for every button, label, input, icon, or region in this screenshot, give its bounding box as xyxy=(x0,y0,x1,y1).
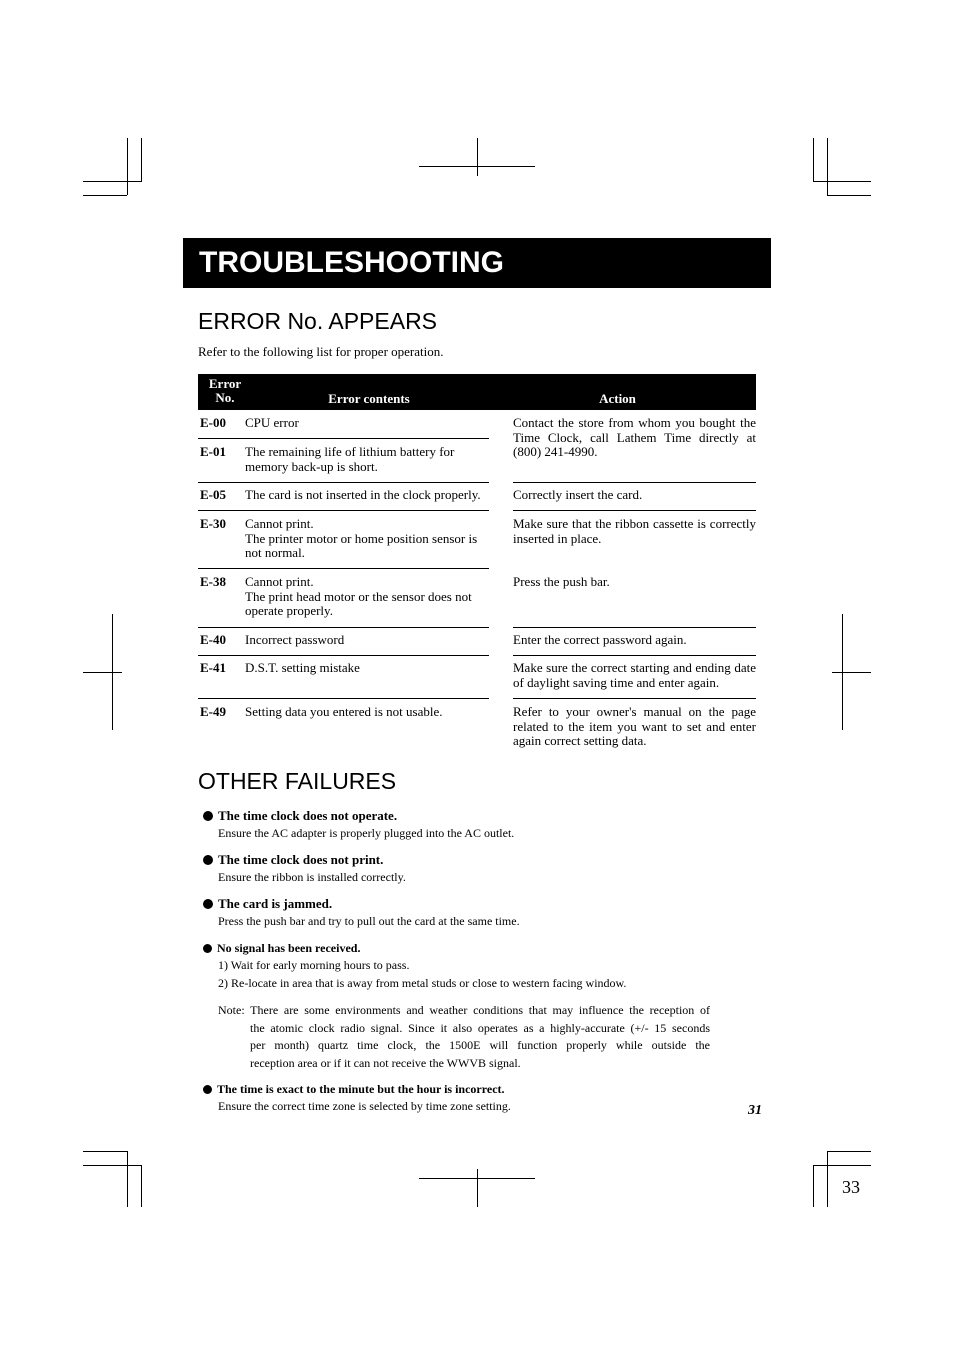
note-line: Note: There are some environments and weather conditions that may influence the reception of xyxy=(218,1003,710,1017)
error-content xyxy=(245,633,490,648)
failure-item-title-text: The time clock does not print. xyxy=(218,852,384,867)
column-header-error-no-line2: No. xyxy=(215,390,235,405)
bullet-icon xyxy=(203,899,213,909)
bullet-icon xyxy=(203,1085,212,1094)
row-divider xyxy=(513,510,756,511)
row-divider xyxy=(198,482,489,483)
error-code: E-49 xyxy=(200,704,226,719)
failure-item-title xyxy=(203,808,397,824)
row-divider xyxy=(198,510,489,511)
error-content-line: The remaining life of lithium battery for memory back-up is short. xyxy=(245,444,455,474)
column-header-error-no xyxy=(198,377,252,405)
failure-item-title xyxy=(203,941,360,956)
error-content xyxy=(245,705,490,720)
error-action: Enter the correct password again. xyxy=(513,632,687,647)
note-line: reception area or if it can not receive the WWVB signal. xyxy=(250,1056,521,1071)
error-content-line: Incorrect password xyxy=(245,632,345,647)
page-number-italic: 31 xyxy=(748,1103,762,1118)
error-code: E-38 xyxy=(200,574,226,589)
error-content-line: D.S.T. setting mistake xyxy=(245,660,360,675)
bullet-icon xyxy=(203,811,213,821)
error-content xyxy=(245,517,490,561)
error-code: E-40 xyxy=(200,632,226,647)
failure-item-title-text: The card is jammed. xyxy=(218,896,333,911)
error-content-line: CPU error xyxy=(245,415,299,430)
error-content xyxy=(245,661,490,676)
bullet-icon xyxy=(203,855,213,865)
failure-item-title xyxy=(203,1082,505,1097)
column-header-error-no-line1: Error xyxy=(208,376,242,391)
failure-item-text: Ensure the correct time zone is selected by time zone setting. xyxy=(218,1099,511,1113)
row-divider xyxy=(198,568,489,569)
failure-item-title xyxy=(203,896,332,912)
error-action: Contact the store from whom you bought the Time Clock, call Lathem Time directly at (800) 241-4990. xyxy=(513,415,756,459)
row-divider xyxy=(198,698,489,699)
error-content xyxy=(245,445,490,474)
error-content xyxy=(245,416,490,431)
column-header-action: Action xyxy=(599,391,636,406)
failure-item-step: 1) Wait for early morning hours to pass. xyxy=(218,958,410,972)
failure-item-text: Ensure the AC adapter is properly plugged into the AC outlet. xyxy=(218,826,515,840)
failure-item-step: 2) Re-locate in area that is away from metal studs or close to western facing window. xyxy=(218,976,627,990)
failure-item-title-text: The time clock does not operate. xyxy=(218,808,398,823)
row-divider xyxy=(513,482,756,483)
other-failures-heading: OTHER FAILURES xyxy=(198,768,397,794)
failure-item-title xyxy=(203,852,383,868)
error-section-heading: ERROR No. APPEARS xyxy=(198,308,438,334)
error-action: Make sure the correct starting and ending date of daylight saving time and enter again. xyxy=(513,660,756,690)
failure-item-title-text: No signal has been received. xyxy=(217,941,361,955)
error-content-line: Setting data you entered is not usable. xyxy=(245,704,443,719)
row-divider xyxy=(513,627,756,628)
row-divider xyxy=(198,438,489,439)
column-header-error-contents: Error contents xyxy=(328,391,410,406)
row-divider xyxy=(513,698,756,699)
error-code: E-30 xyxy=(200,516,226,531)
page-title: TROUBLESHOOTING xyxy=(183,238,771,288)
note-line: the atomic clock radio signal. Since it also operates as a highly-accurate (+/- 15 seconds xyxy=(250,1020,710,1035)
row-divider xyxy=(198,655,489,656)
error-code: E-01 xyxy=(200,444,226,459)
failure-item-text: Press the push bar and try to pull out the card at the same time. xyxy=(218,914,520,928)
failure-item-title-text: The time is exact to the minute but the hour is incorrect. xyxy=(217,1082,505,1096)
error-content xyxy=(245,575,490,619)
error-action: Correctly insert the card. xyxy=(513,487,643,502)
error-table-header xyxy=(198,374,756,410)
error-action: Refer to your owner's manual on the page related to the item you want to set and enter again correct setting data. xyxy=(513,704,756,748)
error-content-line: The print head motor or the sensor does not operate properly. xyxy=(245,588,472,618)
row-divider xyxy=(513,655,756,656)
error-content xyxy=(245,488,490,503)
error-code: E-41 xyxy=(200,660,226,675)
error-code: E-00 xyxy=(200,415,226,430)
error-code: E-05 xyxy=(200,487,226,502)
error-content-line: Cannot print. xyxy=(245,516,314,531)
page-number: 33 xyxy=(842,1177,860,1197)
error-content-line: The card is not inserted in the clock properly. xyxy=(245,487,481,502)
error-action: Press the push bar. xyxy=(513,574,610,589)
error-content-line: Cannot print. xyxy=(245,574,314,589)
error-section-intro: Refer to the following list for proper operation. xyxy=(198,344,444,359)
note-line: per month) quartz time clock, the 1500E will function properly while outside the xyxy=(250,1038,710,1053)
reception-note xyxy=(218,1002,710,1073)
row-divider xyxy=(198,627,489,628)
error-action: Make sure that the ribbon cassette is correctly inserted in place. xyxy=(513,516,756,546)
error-content-line: The printer motor or home position sensor is not normal. xyxy=(245,530,478,560)
bullet-icon xyxy=(203,944,212,953)
failure-item-text: Ensure the ribbon is installed correctly. xyxy=(218,870,406,884)
